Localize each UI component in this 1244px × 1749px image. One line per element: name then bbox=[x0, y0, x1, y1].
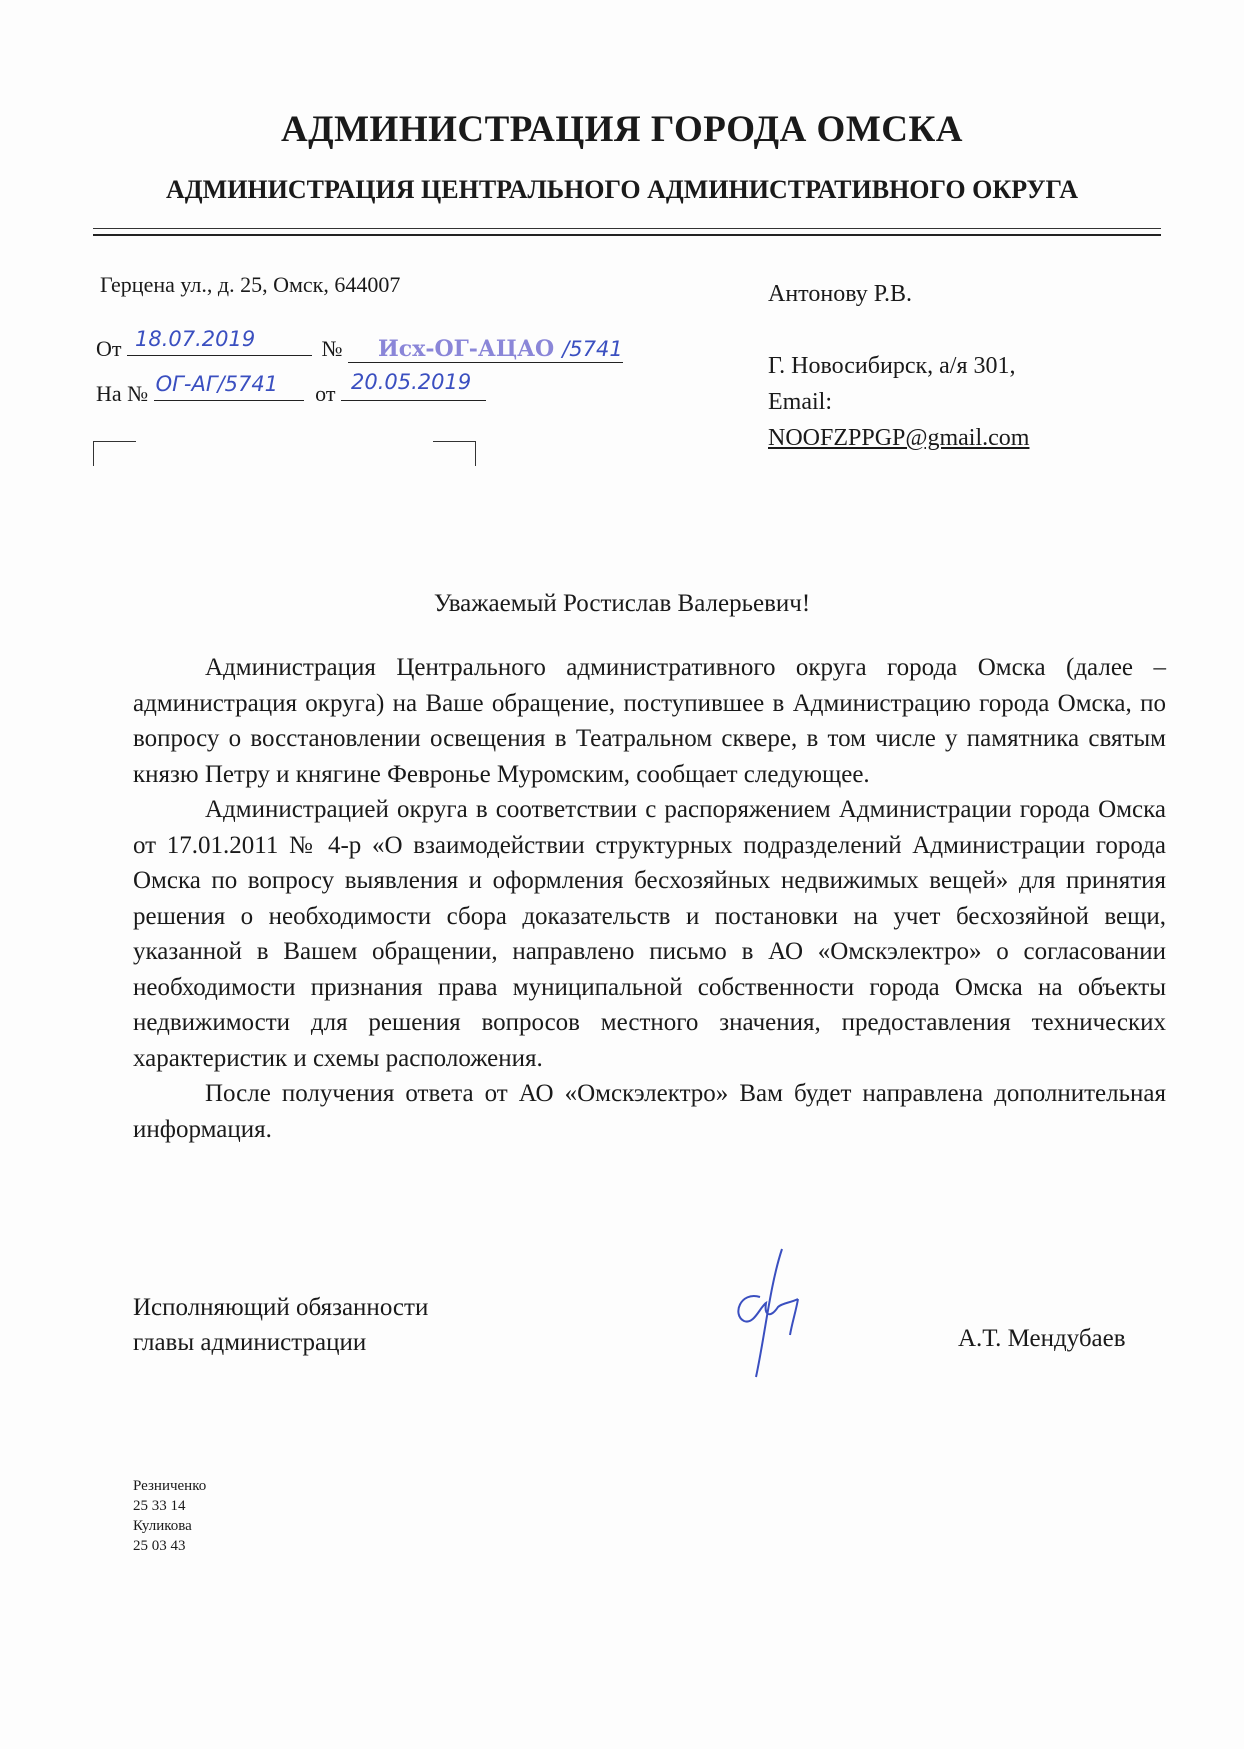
from-date: 18.07.2019 bbox=[135, 327, 256, 351]
executor-name: Резниченко bbox=[133, 1478, 207, 1494]
handwritten-signature bbox=[720, 1245, 830, 1385]
paragraph: Администрация Центрального административного округа города Омска (далее – администрация округа) на Ваше обращение, поступившее в Администрацию города Омска, по вопросу о восстановлении освещения в Театральном сквере, в том числе у памятника святым князю Петру и княгине Февронье Муромским, сообщает следующее. bbox=[133, 654, 1166, 788]
recipient-email-label: Email: bbox=[768, 389, 832, 415]
recipient-name: Антонову Р.В. bbox=[768, 281, 913, 307]
paragraph: После получения ответа от АО «Омскэлектро» Вам будет направлена дополнительная информация. bbox=[133, 1080, 1166, 1143]
ref-date-label: от bbox=[315, 381, 336, 406]
executors bbox=[133, 1476, 206, 1556]
executor-name: Куликова bbox=[133, 1518, 192, 1534]
header-divider-thick bbox=[93, 234, 1161, 236]
from-row bbox=[96, 327, 623, 363]
reference-row bbox=[96, 370, 486, 407]
greeting: Уважаемый Ростислав Валерьевич! bbox=[433, 590, 811, 617]
org-subtitle: АДМИНИСТРАЦИЯ ЦЕНТРАЛЬНОГО АДМИНИСТРАТИВНОГО ОКРУГА bbox=[165, 175, 1079, 204]
recipient-address: Г. Новосибирск, а/я 301, bbox=[768, 353, 1016, 379]
signatory-position bbox=[133, 1290, 428, 1360]
address-corner-left bbox=[93, 441, 136, 466]
recipient-email[interactable]: NOOFZPPGP@gmail.com bbox=[768, 425, 1030, 451]
executor-phone: 25 03 43 bbox=[133, 1538, 186, 1554]
ref-number: ОГ-АГ/5741 bbox=[155, 372, 279, 396]
position-line: Исполняющий обязанности bbox=[133, 1294, 429, 1321]
address-corner-right bbox=[433, 441, 476, 466]
from-label: От bbox=[96, 336, 122, 361]
number-stamp: Исх-ОГ-АЦАО bbox=[378, 336, 555, 362]
ref-label: На № bbox=[96, 381, 149, 406]
paragraph: Администрацией округа в соответствии с распоряжением Администрации города Омска от 17.01.2011 № 4-р «О взаимодействии структурных подразделений Администрации города Омска по вопросу выявления и оформления бесхозяйных недвижимых вещей» для принятия решения о необходимости сбора доказательств и постановки на учет бесхозяйной вещи, указанной в Вашем обращении, направлено письмо в АО «Омскэлектро» о согласовании необходимости признания права муниципальной собственности города Омска на объекты недвижимости для решения вопросов местного значения, предоставления технических характеристик и схемы расположения. bbox=[133, 796, 1166, 1072]
header-divider bbox=[93, 228, 1161, 229]
number-label: № bbox=[321, 336, 343, 361]
org-title: АДМИНИСТРАЦИЯ ГОРОДА ОМСКА bbox=[280, 109, 964, 150]
recipient-block bbox=[768, 276, 1029, 456]
position-line: главы администрации bbox=[133, 1329, 367, 1356]
ref-date: 20.05.2019 bbox=[350, 370, 472, 394]
number-handwritten: /5741 bbox=[562, 337, 623, 361]
signatory-name: А.Т. Мендубаев bbox=[958, 1325, 1126, 1352]
org-address: Герцена ул., д. 25, Омск, 644007 bbox=[100, 272, 401, 297]
executor-phone: 25 33 14 bbox=[133, 1498, 186, 1514]
letter-body bbox=[133, 650, 1166, 1147]
